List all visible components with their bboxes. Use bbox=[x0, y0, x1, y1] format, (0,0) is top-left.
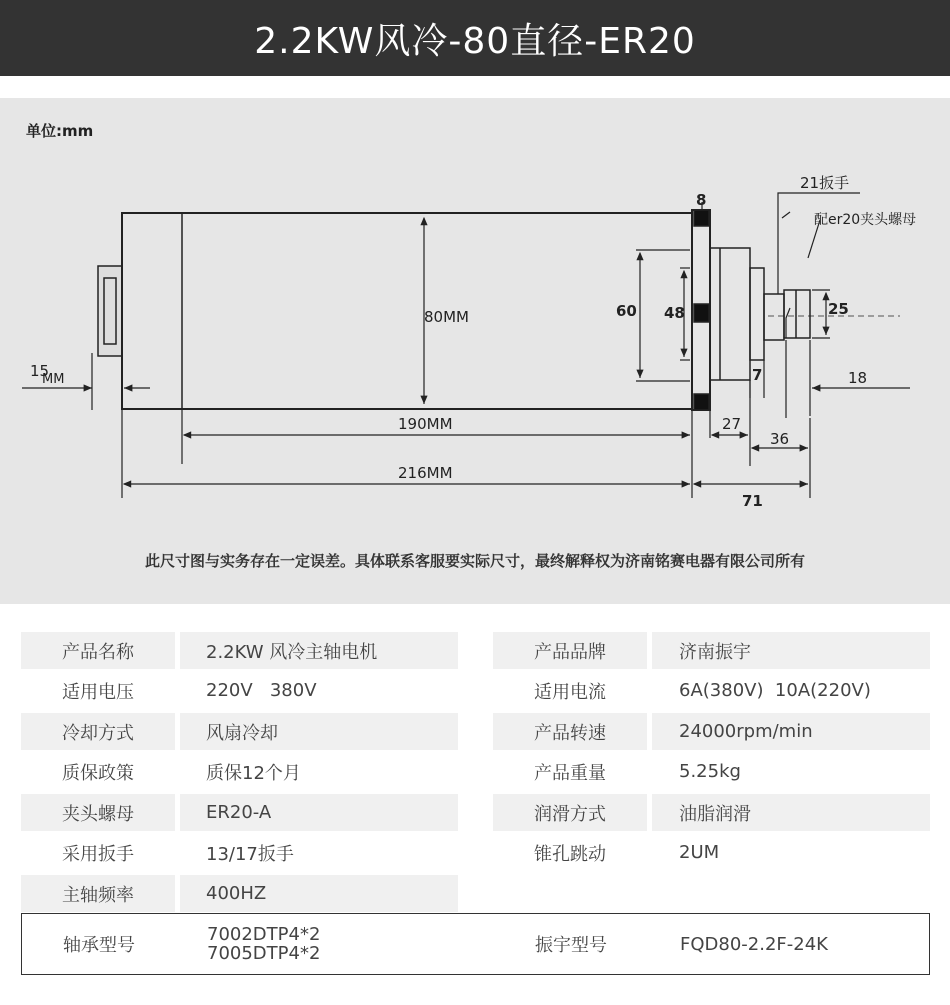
spec-key: 主轴频率 bbox=[21, 875, 175, 912]
spec-key: 产品重量 bbox=[534, 762, 606, 784]
spec-key: 适用电压 bbox=[62, 681, 134, 703]
disclaimer: 此尺寸图与实务存在一定误差。具体联系客服要实际尺寸，最终解释权为济南铭赛电器有限公司所有 bbox=[144, 552, 805, 570]
dim-18: 18 bbox=[848, 369, 868, 387]
spec-value: 2UM bbox=[679, 842, 720, 863]
dim-nut: 配er20夹头螺母 bbox=[814, 212, 917, 228]
spec-key: 产品品牌 bbox=[493, 632, 647, 669]
dim-60: 60 bbox=[616, 302, 637, 320]
spec-value: 220V 380V bbox=[206, 680, 317, 701]
table-row bbox=[21, 753, 930, 790]
spec-key: 产品转速 bbox=[493, 713, 647, 750]
dim-27: 27 bbox=[722, 415, 742, 433]
spec-value: 24000rpm/min bbox=[652, 713, 930, 750]
table-row bbox=[21, 632, 930, 669]
dim-216: 216MM bbox=[398, 464, 453, 482]
spec-value: 2.2KW 风冷主轴电机 bbox=[180, 632, 458, 669]
spec-value: 13/17扳手 bbox=[206, 843, 294, 865]
dim-15-mm: MM bbox=[42, 372, 65, 387]
table-row bbox=[21, 913, 930, 975]
dim-71: 71 bbox=[742, 492, 763, 510]
dim-wrench: 21扳手 bbox=[800, 174, 850, 192]
dim-25: 25 bbox=[828, 300, 849, 318]
spec-value: 油脂润滑 bbox=[652, 794, 930, 831]
page-title: 2.2KW风冷-80直径-ER20 bbox=[254, 20, 696, 62]
spec-value: 济南振宇 bbox=[652, 632, 930, 669]
spec-value: ER20-A bbox=[180, 794, 458, 831]
dim-7: 7 bbox=[752, 366, 763, 384]
flange-black-mid bbox=[694, 304, 709, 322]
rear-cap bbox=[98, 266, 122, 356]
table-row bbox=[21, 672, 930, 709]
nose-3 bbox=[764, 294, 784, 340]
dim-15: 15 bbox=[30, 362, 50, 380]
spec-value bbox=[181, 914, 459, 974]
dim-8: 8 bbox=[696, 191, 707, 209]
dim-36: 36 bbox=[770, 430, 790, 448]
spec-key: 适用电流 bbox=[534, 681, 606, 703]
title-bar bbox=[0, 0, 950, 76]
dim-190: 190MM bbox=[398, 415, 453, 433]
spec-key: 质保政策 bbox=[62, 762, 134, 784]
spec-key: 振宇型号 bbox=[535, 935, 607, 956]
spec-key: 润滑方式 bbox=[493, 794, 647, 831]
bearing-rear: 7005DTP4*2 bbox=[207, 943, 321, 964]
spec-key: 产品名称 bbox=[21, 632, 175, 669]
spec-value: 风扇冷却 bbox=[180, 713, 458, 750]
unit-label: 单位:mm bbox=[26, 122, 94, 140]
table-row bbox=[21, 834, 930, 871]
table-row bbox=[21, 713, 930, 750]
spec-value: 质保12个月 bbox=[206, 762, 301, 784]
spec-key: 轴承型号 bbox=[63, 935, 135, 956]
flange-black-bot bbox=[694, 394, 709, 410]
spec-key: 采用扳手 bbox=[62, 843, 134, 865]
nose-2 bbox=[750, 268, 764, 360]
dimension-drawing bbox=[0, 98, 950, 604]
spec-key: 夹头螺母 bbox=[21, 794, 175, 831]
spec-value: 400HZ bbox=[180, 875, 458, 912]
flange-black-top bbox=[694, 210, 709, 226]
spec-value: 6A(380V) 10A(220V) bbox=[679, 680, 871, 701]
spec-value: FQD80-2.2F-24K bbox=[680, 933, 828, 955]
dim-80: 80MM bbox=[424, 308, 469, 326]
spec-value: 5.25kg bbox=[679, 761, 741, 782]
bearing-front: 7002DTP4*2 bbox=[207, 924, 321, 945]
nose-1 bbox=[710, 248, 750, 380]
table-row bbox=[21, 875, 930, 912]
dim-48: 48 bbox=[664, 304, 685, 322]
spec-key: 冷却方式 bbox=[21, 713, 175, 750]
spec-key: 锥孔跳动 bbox=[534, 843, 606, 865]
spindle-body bbox=[122, 213, 692, 409]
spindle-drawing bbox=[0, 98, 950, 604]
table-row bbox=[21, 794, 930, 831]
